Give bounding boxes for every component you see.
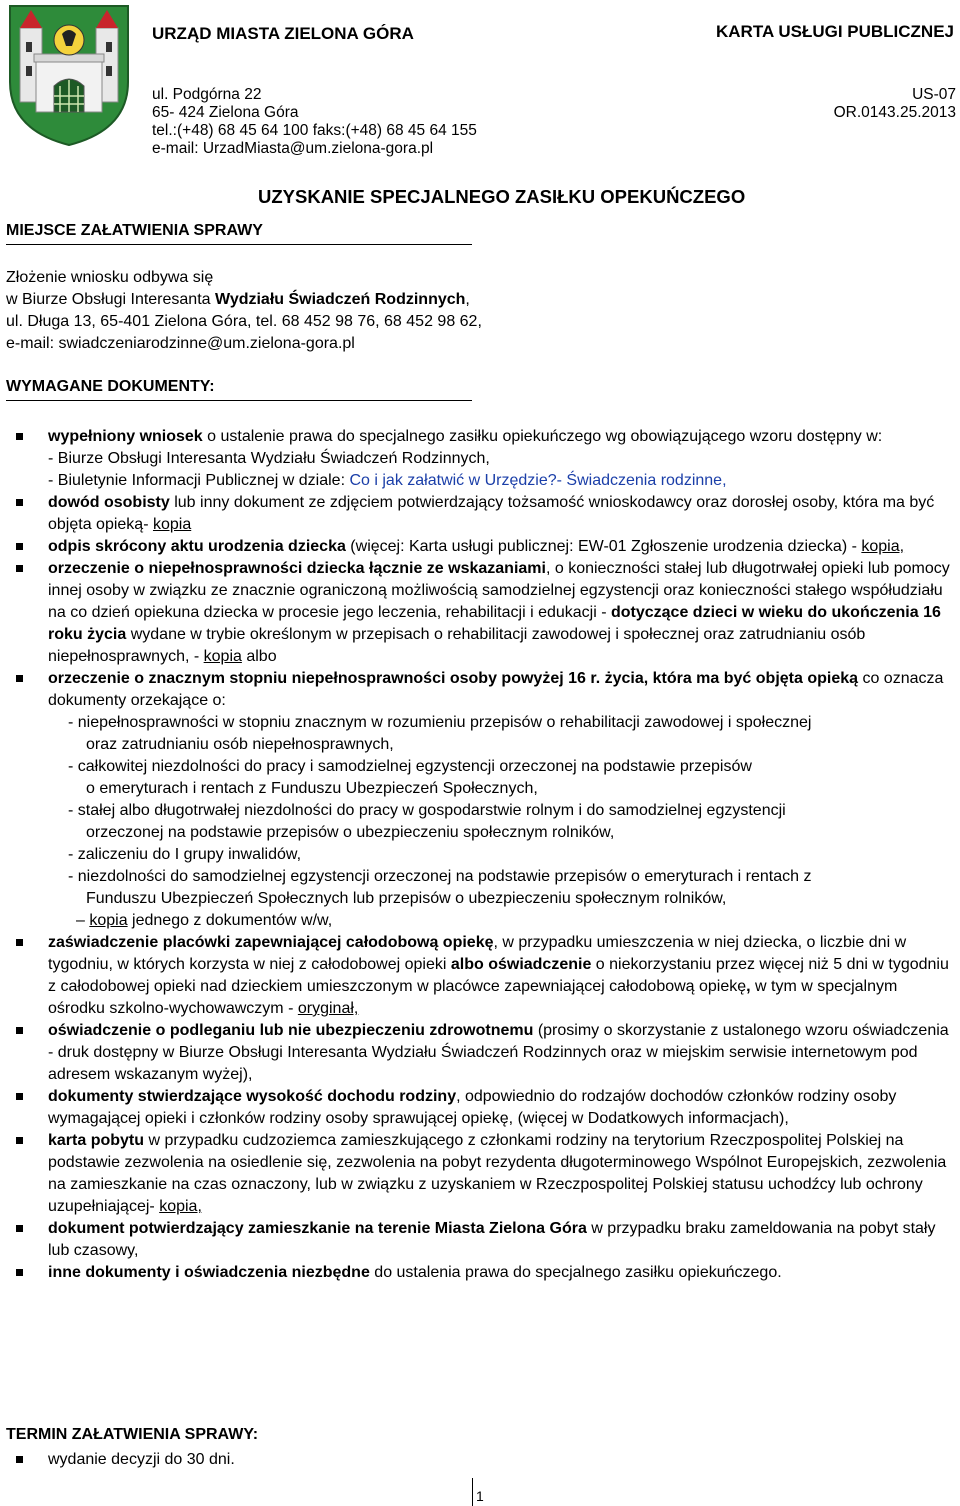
item-text: o ustalenie prawa do specjalnego zasiłku opiekuńczego wg obowiązującego wzoru dostępny w: <box>202 428 883 445</box>
service-title: UZYSKANIE SPECJALNEGO ZASIŁKU OPEKUŃCZEGO <box>258 186 746 207</box>
service-code: US-07 <box>912 86 956 103</box>
bullet-icon <box>16 1093 23 1100</box>
document-code <box>834 86 956 122</box>
item-underlined: kopia <box>89 912 128 929</box>
place-heading-rule <box>6 244 472 245</box>
deadline-text: wydanie decyzji do 30 dni. <box>48 1451 235 1468</box>
bullet-icon <box>16 675 23 682</box>
deadline-heading: TERMIN ZAŁATWIENIA SPRAWY: <box>6 1426 259 1443</box>
place-line-1: Złożenie wniosku odbywa się <box>6 269 214 286</box>
item-sub-text: - Biuletynie Informacji Publicznej w dziale: <box>48 472 350 489</box>
footer-rule <box>472 1478 473 1506</box>
list-item <box>6 1218 956 1262</box>
address-street: ul. Podgórna 22 <box>152 86 262 103</box>
item-underlined: kopia <box>152 516 192 533</box>
address-phone: tel.:(+48) 68 45 64 100 faks:(+48) 68 45 64 155 <box>152 122 477 139</box>
item-text: wydane w trybie określonym w przepisach o rehabilitacji zawodowej i społecznej oraz zatrudnianiu osób niepełnosprawnych, - <box>48 626 866 665</box>
list-item <box>6 536 956 558</box>
place-department: Wydziału Świadczeń Rodzinnych <box>215 291 466 308</box>
item-dash: – <box>76 912 90 929</box>
bullet-icon <box>16 499 23 506</box>
bullet-icon <box>16 543 23 550</box>
bullet-icon <box>16 433 23 440</box>
item-bold: wypełniony wniosek <box>48 428 203 445</box>
item-text: (prosimy o skorzystanie z ustalonego wzoru oświadczenia - druk dostępny w Biurze Obsługi Interesanta Wydziału Świadczeń Rodzinnych oraz w miejskim serwisie internetowym pod adresem wskazanym wyżej), <box>48 1022 949 1083</box>
item-bold: albo oświadczenie <box>450 956 592 973</box>
list-item <box>6 1020 956 1086</box>
required-documents-list <box>6 426 956 1284</box>
item-text: , w przypadku umieszczenia w niej dziecka, o liczbie dni w tygodniu, w których korzysta w niej z całodobowej opieki <box>48 934 907 973</box>
list-item <box>6 932 956 1020</box>
list-item <box>6 1130 956 1218</box>
item-sub: - zaliczeniu do I grupy inwalidów, <box>68 846 302 863</box>
item-text: albo <box>241 648 277 665</box>
item-text: , odpowiednio do rodzajów dochodów członków rodziny osoby wymagającej opieki i członków rodziny osoby sprawującej opiekę, (więcej w Dodatkowych informacjach), <box>48 1088 897 1127</box>
item-text: co oznacza dokumenty orzekające o: <box>48 670 944 709</box>
item-bold: orzeczenie o znacznym stopniu niepełnosprawności osoby powyżej 16 r. życia, która ma być objęta opieką <box>48 670 859 687</box>
address-city: 65- 424 Zielona Góra <box>152 104 299 121</box>
bullet-icon <box>16 1269 23 1276</box>
office-address <box>152 86 477 158</box>
documents-heading-rule <box>6 400 472 401</box>
documents-heading: WYMAGANE DOKUMENTY: <box>6 378 215 395</box>
item-bold: odpis skrócony aktu urodzenia dziecka <box>48 538 346 555</box>
item-bold: karta pobytu <box>48 1132 145 1149</box>
item-bold: , <box>746 978 751 995</box>
list-item <box>6 668 956 932</box>
reference-number: OR.0143.25.2013 <box>833 104 956 121</box>
item-sub: orzeczonej na podstawie przepisów o ubezpieczeniu społecznym rolników, <box>86 824 615 841</box>
office-name: URZĄD MIASTA ZIELONA GÓRA <box>152 24 414 43</box>
place-line-2 <box>6 289 482 311</box>
place-info <box>6 267 482 355</box>
place-comma: , <box>465 291 470 308</box>
deadline-section <box>6 1424 258 1471</box>
item-bold: oświadczenie o podleganiu lub nie ubezpieczeniu zdrowotnemu <box>48 1022 534 1039</box>
item-sub: - całkowitej niezdolności do pracy i samodzielnej egzystencji orzeczonej na podstawie przepisów <box>68 758 752 775</box>
place-email: e-mail: swiadczeniarodzinne@um.zielona-gora.pl <box>6 335 355 352</box>
item-sub: oraz zatrudnianiu osób niepełnosprawnych, <box>86 736 394 753</box>
item-sub <box>48 470 956 492</box>
item-sub <box>76 910 956 932</box>
item-bold: orzeczenie o niepełnosprawności dziecka łącznie ze wskazaniami <box>48 560 546 577</box>
item-text: lub inny dokument ze zdjęciem potwierdzający tożsamość wnioskodawcy oraz dorosłej osoby, która ma być objęta opieką- <box>48 494 935 533</box>
address-email: e-mail: UrzadMiasta@um.zielona-gora.pl <box>152 140 434 157</box>
item-underlined: kopia <box>203 648 242 665</box>
item-text: o niekorzystaniu przez więcej niż 5 dni w tygodniu z całodobowej opieki nad dzieckiem umieszczonym w placówce zapewniającej całodobową opiekę <box>48 956 949 995</box>
city-coat-of-arms-logo <box>6 2 132 148</box>
list-item <box>6 492 956 536</box>
item-text: do ustalenia prawa do specjalnego zasiłku opiekuńczego. <box>369 1264 782 1281</box>
list-item <box>6 1086 956 1130</box>
item-underlined: kopia, <box>861 538 905 555</box>
item-underlined: kopia, <box>159 1198 202 1215</box>
list-item <box>6 426 956 492</box>
item-bold: dokument potwierdzający zamieszkanie na terenie Miasta Zielona Góra <box>48 1220 587 1237</box>
bullet-icon <box>16 1137 23 1144</box>
bullet-icon <box>16 565 23 572</box>
item-bold: zaświadczenie placówki zapewniającej całodobową opiekę <box>48 934 494 951</box>
item-sub: - Biurze Obsługi Interesanta Wydziału Świadczeń Rodzinnych, <box>48 450 490 467</box>
bullet-icon <box>16 1027 23 1034</box>
item-sub: Funduszu Ubezpieczeń Społecznych lub przepisów o ubezpieczeniu społecznym rolników, <box>86 890 727 907</box>
card-title: KARTA USŁUGI PUBLICZNEJ <box>716 22 954 41</box>
item-text: (więcej: Karta usługi publicznej: EW-01 Zgłoszenie urodzenia dziecka) - <box>345 538 862 555</box>
bip-link[interactable]: Co i jak załatwić w Urzędzie?- Świadczenia rodzinne, <box>349 472 727 489</box>
item-underlined: oryginał, <box>297 1000 359 1017</box>
place-office-text: w Biurze Obsługi Interesanta <box>6 291 215 308</box>
item-text: w przypadku cudzoziemca zamieszkującego z członkami rodziny na terytorium Rzeczpospolitej Polskiej na podstawie zezwolenia na osiedlenie się, zezwolenia na pobyt rezydenta długoterminowego Wspólnot Europejskich, zezwolenia na zamieszkanie na czas oznaczony, lub w związku z uzyskaniem w Rzeczpospolitej Polskiej statusu uchodźcy lub ochrony uzupełniającej- <box>48 1132 947 1215</box>
bullet-icon <box>16 1456 23 1463</box>
list-item <box>6 558 956 668</box>
item-bold: inne dokumenty i oświadczenia niezbędne <box>48 1264 370 1281</box>
item-sub: - stałej albo długotrwałej niezdolności do pracy w gospodarstwie rolnym i do samodzielnej egzystencji <box>68 802 786 819</box>
item-text: jednego z dokumentów w/w, <box>127 912 333 929</box>
item-bold: dokumenty stwierdzające wysokość dochodu rodziny <box>48 1088 457 1105</box>
bullet-icon <box>16 1225 23 1232</box>
list-item <box>6 1262 956 1284</box>
item-text: w tym w specjalnym ośrodku szkolno-wychowawczym - <box>48 978 898 1017</box>
item-bold: dowód osobisty <box>48 494 170 511</box>
bullet-icon <box>16 939 23 946</box>
item-sub: - niepełnosprawności w stopniu znacznym w rozumieniu przepisów o rehabilitacji zawodowej i społecznej <box>68 714 812 731</box>
page-number: 1 <box>476 1488 484 1504</box>
item-bold: dotyczące dzieci w wieku do ukończenia 16 roku życia <box>48 604 941 643</box>
place-heading: MIEJSCE ZAŁATWIENIA SPRAWY <box>6 222 263 239</box>
item-sub: o emeryturach i rentach z Funduszu Ubezpieczeń Społecznych, <box>86 780 538 797</box>
place-line-3: ul. Długa 13, 65-401 Zielona Góra, tel. 68 452 98 76, 68 452 98 62, <box>6 313 482 330</box>
list-item <box>6 1449 258 1471</box>
item-text: , o konieczności stałej lub długotrwałej opieki lub pomocy innej osoby w związku ze znacznie ograniczoną możliwością samodzielnej egzystencji oraz konieczności stałego współudziału na co dzień opiekuna dziecka w procesie jego leczenia, rehabilitacji i edukacji - <box>48 560 950 621</box>
item-sub: - niezdolności do samodzielnej egzystencji orzeczonej na podstawie przepisów o emeryturach i rentach z <box>68 868 812 885</box>
item-text: w przypadku braku zameldowania na pobyt stały lub czasowy, <box>48 1220 936 1259</box>
